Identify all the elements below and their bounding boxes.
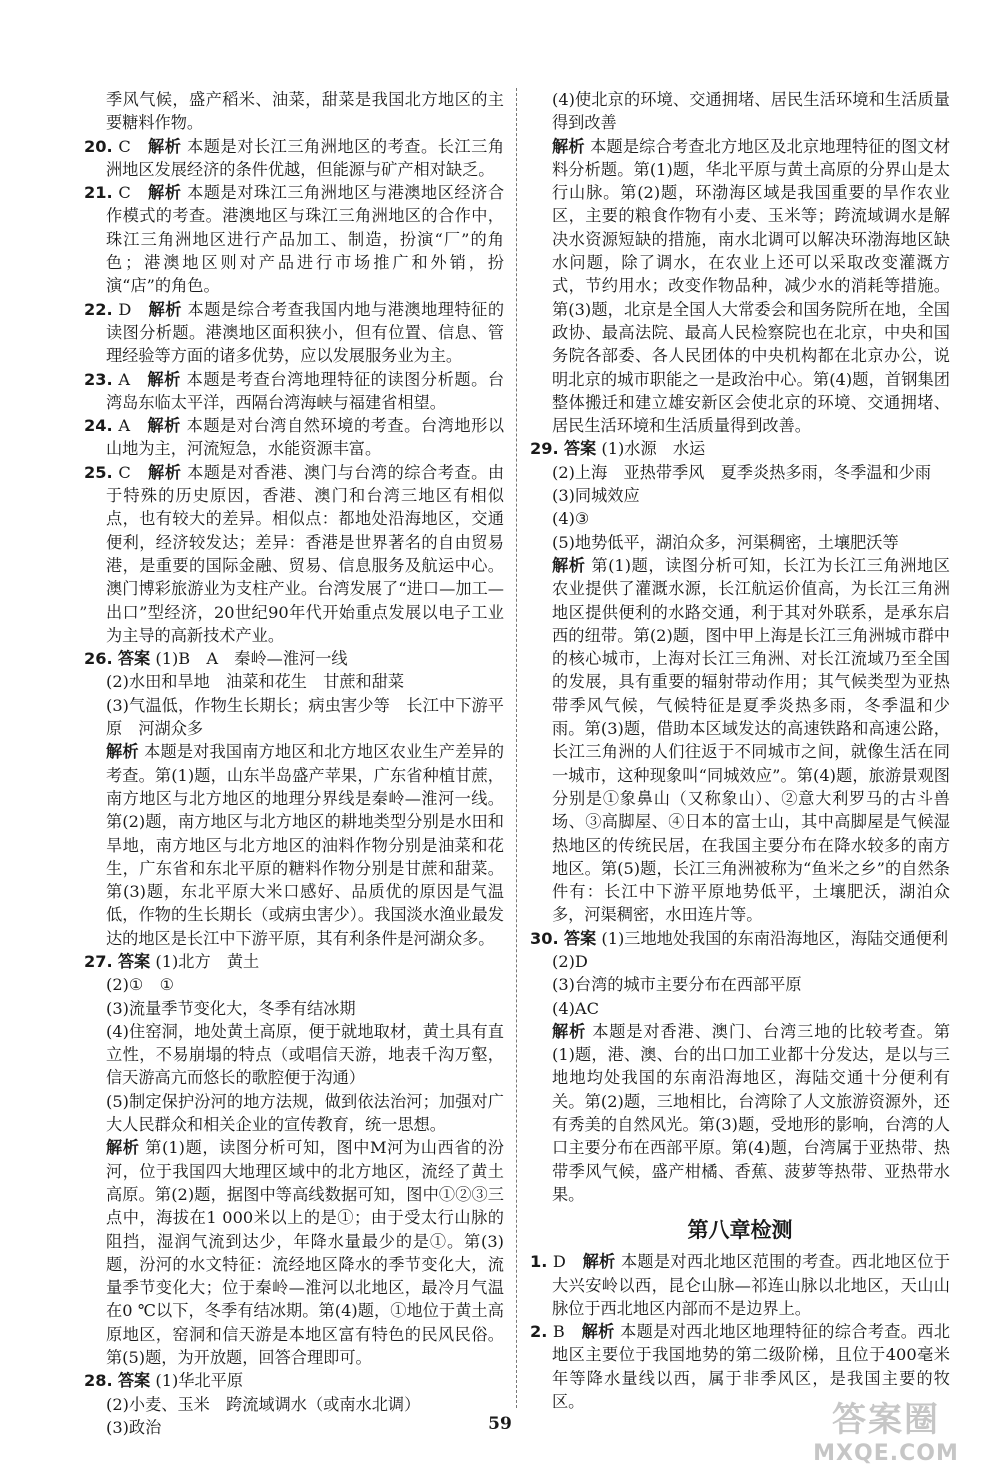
continued-text [84, 88, 504, 135]
item-choice: D [552, 1252, 566, 1272]
item-line [530, 927, 950, 950]
item-choice: A [118, 369, 131, 389]
answer-line: (4)住窑洞，地处黄土高原，便于就地取材，黄土具有直立性，不易崩塌的特点（或唱信天游，地表千沟万壑，信天游高亢而悠长的歌腔便于沟通） [106, 1021, 504, 1088]
analysis-label: 解析 [147, 462, 182, 482]
item-choice: C [118, 183, 131, 203]
item-number: 28. [84, 1371, 113, 1391]
item-choice: C [118, 136, 131, 156]
analysis-label: 解析 [552, 555, 586, 575]
item-number: 24. [84, 416, 113, 436]
answer-line: (5)地势低平，湖泊众多，河渠稠密，土壤肥沃等 [552, 532, 899, 552]
analysis-label: 解析 [552, 136, 585, 156]
watermark-logo [786, 1392, 986, 1466]
analysis-text: 本题是对我国南方地区和北方地区农业生产差异的考查。第(1)题，山东半岛盛产苹果，广东省种植甘蔗，南方地区与北方地区的地理分界线是秦岭—淮河一线。第(2)题，南方地区与北方地区的耕地类型分别是水田和旱地，南方地区与北方地区的油料作物分别是油菜和花生，广东省和东北平原的糖料作物分别是甘蔗和甜菜。第(3)题，东北平原大米口感好、品质优的原因是气温低，作物的生长期长（或病虫害少）。我国淡水渔业最发达的地区是长江中下游平原，其有利条件是河湖众多。 [106, 742, 505, 948]
analysis-text: 本题是对台湾自然环境的考查。台湾地形以山地为主，河流短急，水能资源丰富。 [106, 416, 505, 459]
answer-item [530, 1250, 950, 1320]
answer-item [84, 414, 504, 461]
answer-line: (3)气温低，作物生长期长；病虫害少等 长江中下游平原 河湖众多 [106, 695, 504, 739]
item-choice: A [118, 416, 131, 436]
item-line [530, 1250, 951, 1320]
analysis-label: 解析 [147, 369, 181, 389]
item-line [84, 298, 505, 368]
answer-line: (3)政治 [106, 1417, 162, 1437]
answer-line: (3)台湾的城市主要分布在西部平原 [552, 975, 802, 995]
right-column [530, 88, 950, 1413]
analysis-label: 解析 [106, 1138, 140, 1158]
analysis-text: 本题是对西北地区地理特征的综合考查。西北地区主要位于我国地势的第二级阶梯，且位于400毫米年等降水量线以西，属于非季风区，是我国主要的牧区。 [552, 1322, 951, 1412]
answer-item [84, 368, 504, 415]
analysis-text: 第(1)题，读图分析可知，图中M河为山西省的汾河，位于我国四大地理区域中的北方地区，流经了黄土高原。第(2)题，据图中等高线数据可知，图中①②③三点中，海拔在1 000米以上的是①；由于受太行山脉的阻挡，湿润气流到达少，年降水量最少的是①。第(3)题，汾河的水文特征：流经地区降水的季节变化大，流量季节变化大；位于秦岭—淮河以北地区，最冷月气温在0 ℃以下，冬季有结冰期。第(4)题，①地位于黄土高原地区，窑洞和信天游是本地区富有特色的民风民俗。第(5)题，为开放题，回答合理即可。 [106, 1138, 504, 1368]
answer-item [84, 461, 504, 647]
answer-label: 答案 [563, 928, 597, 948]
chapter-heading: 第八章检测 [687, 1218, 793, 1243]
analysis-paragraph [530, 1020, 950, 1206]
item-number: 30. [530, 928, 559, 948]
paragraph-text: 季风气候，盛产稻米、油菜，甜菜是我国北方地区的主要糖料作物。 [106, 90, 504, 133]
continued-text [530, 88, 950, 135]
analysis-label: 解析 [581, 1322, 615, 1342]
analysis-label: 解析 [106, 742, 139, 762]
answer-item [530, 927, 950, 1207]
answer-item [530, 437, 950, 926]
answer-line: (1)华北平原 [155, 1371, 244, 1391]
answer-line: (1)三地地处我国的东南沿海地区，海陆交通便利 [601, 928, 949, 948]
answer-line: (4)AC [552, 998, 600, 1018]
analysis-paragraph [84, 740, 504, 950]
item-number: 22. [84, 299, 113, 319]
analysis-label: 解析 [147, 416, 181, 436]
item-line [84, 181, 505, 297]
answer-item [84, 950, 504, 1369]
answer-line: (2)水田和旱地 油菜和花生 甘蔗和甜菜 [106, 672, 405, 692]
item-number: 25. [84, 462, 113, 482]
item-line [84, 414, 505, 461]
answer-line: (1)水源 水运 [601, 439, 706, 459]
item-number: 20. [84, 136, 113, 156]
item-number: 29. [530, 439, 559, 459]
watermark-logo-text: 答案圈 [832, 1400, 940, 1440]
answer-item [84, 181, 504, 297]
answer-line: (4)③ [552, 509, 590, 529]
item-number: 1. [530, 1252, 548, 1272]
analysis-label: 解析 [552, 1021, 587, 1041]
analysis-paragraph [530, 135, 950, 438]
paragraph-text: (4)使北京的环境、交通拥堵、居民生活环境和生活质量得到改善 [552, 90, 950, 133]
analysis-block [530, 135, 950, 438]
answer-line: (2)上海 亚热带季风 夏季炎热多雨，冬季温和少雨 [552, 462, 932, 482]
answer-item [84, 298, 504, 368]
item-choice: B [552, 1322, 565, 1342]
analysis-text: 本题是综合考查我国内地与港澳地理特征的读图分析题。港澳地区面积狭小，但有位置、信息、管理经验等方面的诸多优势，应以发展服务业为主。 [106, 299, 505, 366]
item-line [84, 368, 505, 415]
answer-line: (3)流量季节变化大，冬季有结冰期 [106, 998, 356, 1018]
answer-item [84, 135, 504, 182]
answer-line: (2)小麦、玉米 跨流域调水（或南水北调） [106, 1394, 421, 1414]
analysis-text: 本题是对香港、澳门与台湾的综合考查。由于特殊的历史原因，香港、澳门和台湾三地区有相似点，也有较大的差异。相似点：都地处沿海地区，交通便利，经济较发达；差异：香港是世界著名的自由贸易港，是重要的国际金融、贸易、信息服务及航运中心。澳门博彩旅游业为支柱产业。台湾发展了“进口—加工—出口”型经济，20世纪90年代开始重点发展以电子工业为主导的高新技术产业。 [106, 462, 505, 645]
analysis-paragraph [530, 554, 950, 927]
answer-line: (5)制定保护汾河的地方法规，做到依法治河；加强对广大人民群众和相关企业的宣传教育，统一思想。 [106, 1091, 504, 1135]
item-number: 21. [84, 183, 113, 203]
item-number: 2. [530, 1322, 548, 1342]
item-line [84, 647, 504, 670]
analysis-text: 本题是对西北地区范围的考查。西北地区位于大兴安岭以西，昆仑山脉—祁连山脉以北地区，天山山脉位于西北地区内部而不是边界上。 [552, 1252, 951, 1318]
left-column [84, 88, 504, 1439]
answer-label: 答案 [117, 649, 151, 669]
item-line [530, 437, 950, 460]
answer-item [84, 647, 504, 950]
analysis-label: 解析 [147, 183, 182, 203]
page-number: 59 [488, 1414, 512, 1434]
column-divider [516, 88, 517, 1408]
analysis-text: 本题是考查台湾地理特征的读图分析题。台湾岛东临太平洋，西隔台湾海峡与福建省相望。 [106, 369, 505, 412]
answer-label: 答案 [117, 1371, 151, 1391]
watermark-site-text: MXQE.COM [813, 1441, 959, 1466]
item-line [84, 950, 504, 973]
answer-line: (1)B A 秦岭—淮河一线 [155, 649, 348, 669]
item-number: 23. [84, 369, 113, 389]
analysis-label: 解析 [147, 136, 182, 156]
analysis-label: 解析 [582, 1252, 616, 1272]
answer-line: (2)① ① [106, 975, 175, 995]
item-line [84, 135, 505, 182]
answer-line: (3)同城效应 [552, 486, 640, 506]
analysis-text: 本题是对长江三角洲地区的考查。长江三角洲地区发展经济的条件优越，但能源与矿产相对缺乏。 [106, 136, 505, 179]
analysis-text: 本题是对香港、澳门、台湾三地的比较考查。第(1)题，港、澳、台的出口加工业都十分发达，是以与三地地均处我国的东南沿海地区，海陆交通十分便利有关。第(2)题，三地相比，台湾除了人文旅游资源外，还有秀美的自然风光。第(3)题，受地形的影响，台湾的人口主要分布在西部平原。第(4)题，台湾属于亚热带、热带季风气候，盛产柑橘、香蕉、菠萝等热带、亚热带水果。 [552, 1021, 951, 1204]
answer-line: (1)北方 黄土 [155, 951, 260, 971]
item-line [84, 1369, 504, 1392]
item-line [84, 461, 505, 647]
analysis-text: 第(1)题，读图分析可知，长江为长江三角洲地区农业提供了灌溉水源，长江航运价值高，为长江三角洲地区提供便利的水路交通，利于其对外联系，是承东启西的纽带。第(2)题，图中甲上海是长江三角洲城市群中的核心城市，上海对长江三角洲、对长江流域乃至全国的发展，具有重要的辐射带动作用；其气候类型为亚热带季风气候，气候特征是夏季炎热多雨，冬季温和少雨。第(3)题，借助本区域发达的高速铁路和高速公路，长江三角洲的人们往返于不同城市之间，就像生活在同一城市，这种现象叫“同城效应”。第(4)题，旅游景观图分别是①象鼻山（又称象山）、②意大利罗马的古斗兽场、③高脚屋、④日本的富士山，其中高脚屋是气候湿热地区的传统民居，在我国主要分布在降水较多的南方地区。第(5)题，长江三角洲被称为“鱼米之乡”的自然条件有：长江中下游平原地势低平，土壤肥沃，湖泊众多，河渠稠密，水田连片等。 [552, 555, 950, 925]
item-number: 26. [84, 649, 113, 669]
analysis-label: 解析 [148, 299, 182, 319]
analysis-text: 本题是综合考查北方地区及北京地理特征的图文材料分析题。第(1)题，华北平原与黄土高原的分界山是太行山脉。第(2)题，环渤海区域是我国重要的旱作农业区，主要的粮食作物有小麦、玉米等；跨流域调水是解决水资源短缺的措施，南水北调可以解决环渤海地区缺水问题，除了调水，在农业上还可以采取改变灌溉方式，节约用水；改变作物品种，减少水的消耗等措施。第(3)题，北京是全国人大常委会和国务院所在地，全国政协、最高法院、最高人民检察院也在北京，中央和国务院各部委、各人民团体的中央机构都在北京办公，说明北京的城市职能之一是政治中心。第(4)题，首钢集团整体搬迁和建立雄安新区会使北京的环境、交通拥堵、居民生活环境和生活质量得到改善。 [552, 136, 951, 436]
item-number: 27. [84, 951, 113, 971]
item-choice: C [118, 462, 131, 482]
answer-label: 答案 [563, 439, 597, 459]
item-choice: D [118, 299, 132, 319]
analysis-text: 本题是对珠江三角洲地区与港澳地区经济合作模式的考查。港澳地区与珠江三角洲地区的合作中，珠江三角洲地区进行产品加工、制造，扮演“厂”的角色；港澳地区则对产品进行市场推广和外销，扮演“店”的角色。 [106, 183, 505, 296]
answer-label: 答案 [117, 951, 151, 971]
answer-line: (2)D [552, 951, 588, 971]
analysis-paragraph [84, 1136, 504, 1369]
